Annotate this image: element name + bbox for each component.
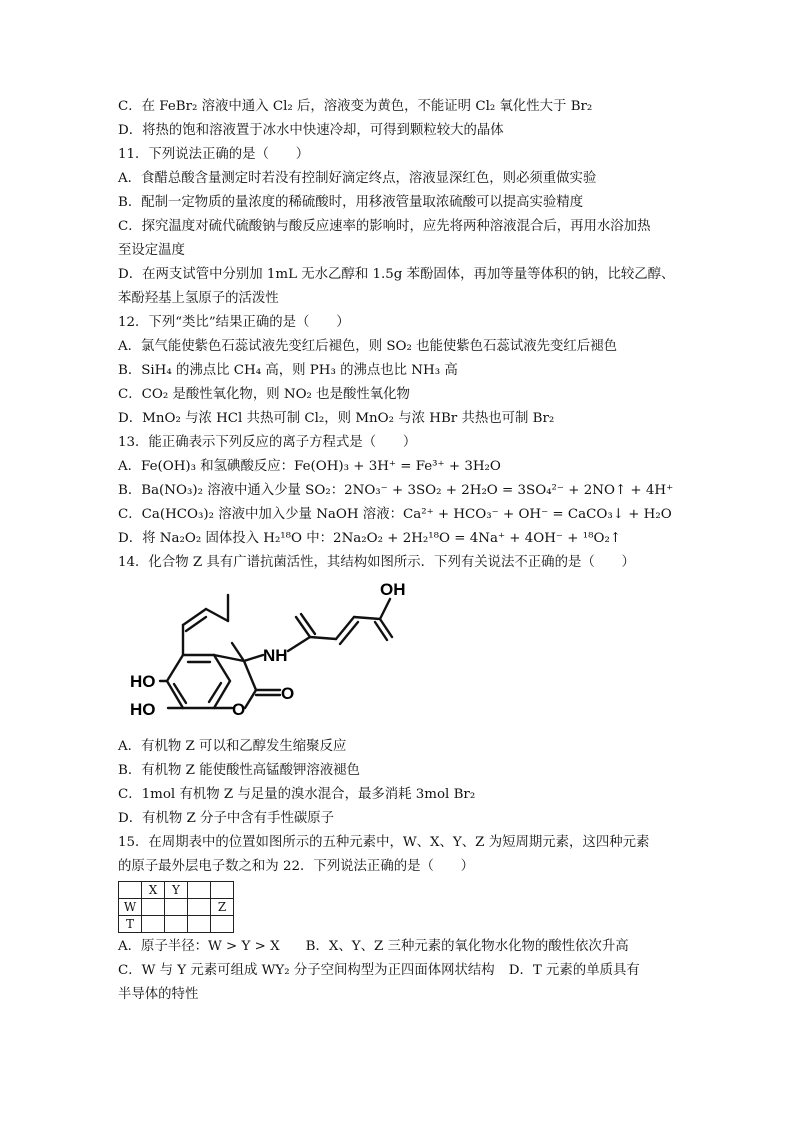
q14-option-d: D．有机物 Z 分子中含有手性碳原子 xyxy=(118,811,335,826)
q12-option-d: D．MnO₂ 与浓 HCl 共热可制 Cl₂，则 MnO₂ 与浓 HBr 共热也可制 Br₂ xyxy=(118,411,555,426)
table-cell xyxy=(165,916,188,933)
q12-option-c: C．CO₂ 是酸性氧化物，则 NO₂ 也是酸性氧化物 xyxy=(118,387,410,402)
q15-option-b: B．X、Y、Z 三种元素的氧化物水化物的酸性依次升高 xyxy=(305,939,629,954)
q13-option-a: A．Fe(OH)₃ 和氢碘酸反应：Fe(OH)₃ + 3H⁺ = Fe³⁺ + 3H₂O xyxy=(118,459,501,474)
q15-options-ab xyxy=(118,935,688,959)
carbonyl-o-label: O xyxy=(281,684,295,703)
ring-o-bond xyxy=(245,690,256,708)
table-cell xyxy=(142,899,165,916)
q10-option-d: D．将热的饱和溶液置于冰水中快速冷却，可得到颗粒较大的晶体 xyxy=(118,123,504,138)
q15-options-cd xyxy=(118,959,688,983)
table-cell: W xyxy=(119,899,142,916)
q12-option-b: B．SiH₄ 的沸点比 CH₄ 高，则 PH₃ 的沸点也比 NH₃ 高 xyxy=(118,363,458,378)
acid-oh-bond xyxy=(380,599,390,619)
q12-stem: 12．下列“类比”结果正确的是（ ） xyxy=(118,315,350,330)
q12-option-a: A．氯气能使紫色石蕊试液先变红后褪色，则 SO₂ 也能使紫色石蕊试液先变红后褪色 xyxy=(118,339,617,354)
cn-bond xyxy=(244,655,263,661)
nh-label: NH xyxy=(263,646,288,665)
q11-option-d-cont: 苯酚羟基上氢原子的活泼性 xyxy=(118,291,279,306)
acid-oh-label: OH xyxy=(380,580,406,599)
q15-option-a: A．原子半径：W > Y > X xyxy=(118,939,280,954)
q15-stem-cont: 的原子最外层电子数之和为 22．下列说法正确的是（ ） xyxy=(118,859,475,874)
q11-stem: 11．下列说法正确的是（ ） xyxy=(118,147,310,162)
table-row xyxy=(119,899,234,916)
q15-option-d: D．T 元素的单质具有 xyxy=(508,963,640,978)
q13-option-c: C．Ca(HCO₃)₂ 溶液中加入少量 NaOH 溶液：Ca²⁺ + HCO₃⁻ + OH⁻ = CaCO₃↓ + H₂O xyxy=(118,507,672,522)
q11-option-c-cont: 至设定温度 xyxy=(118,243,185,258)
amide-carbonyl xyxy=(301,614,315,634)
q15-option-d-cont: 半导体的特性 xyxy=(118,987,199,1002)
table-cell xyxy=(211,916,234,933)
q14-option-a: A．有机物 Z 可以和乙醇发生缩聚反应 xyxy=(118,739,347,754)
table-cell xyxy=(119,882,142,899)
table-cell: Z xyxy=(211,899,234,916)
q15-option-c: C．W 与 Y 元素可组成 WY₂ 分子空间构型为正四面体网状结构 xyxy=(118,963,495,978)
table-cell xyxy=(142,916,165,933)
c2-bond xyxy=(244,661,256,690)
table-cell xyxy=(188,916,211,933)
q14-option-c: C．1mol 有机物 Z 与足量的溴水混合，最多消耗 3mol Br₂ xyxy=(118,787,476,802)
q11-option-a: A．食醋总酸含量测定时若没有控制好滴定终点，溶液显深红色，则必须重做实验 xyxy=(118,171,597,186)
table-cell: T xyxy=(119,916,142,933)
ring-o-label: O xyxy=(232,700,246,719)
propenyl-bond xyxy=(183,609,206,625)
table-row xyxy=(119,916,234,933)
q13-stem: 13．能正确表示下列反应的离子方程式是（ ） xyxy=(118,435,417,450)
structure-drawing xyxy=(128,577,458,735)
q11-option-d: D．在两支试管中分别加 1mL 无水乙醇和 1.5g 苯酚固体，再加等量等体积的钠，比较乙醇、 xyxy=(118,267,675,282)
table-cell xyxy=(188,899,211,916)
q15-stem: 15．在周期表中的位置如图所示的五种元素中，W、X、Y、Z 为短周期元素，这四种元素 xyxy=(118,835,650,850)
table-cell xyxy=(165,899,188,916)
table-cell xyxy=(188,882,211,899)
table-cell: X xyxy=(142,882,165,899)
exam-page xyxy=(118,95,688,1007)
table-cell xyxy=(211,882,234,899)
q10-option-c: C．在 FeBr₂ 溶液中通入 Cl₂ 后，溶液变为黄色，不能证明 Cl₂ 氧化性大于 Br₂ xyxy=(118,99,593,114)
periodic-table-fragment xyxy=(118,881,234,933)
ho-label-2: HO xyxy=(130,700,156,719)
alkene-bond xyxy=(336,617,354,639)
alkene-bond xyxy=(310,637,336,639)
q14-stem: 14．化合物 Z 具有广谱抗菌活性，其结构如图所示．下列有关说法不正确的是（ ） xyxy=(118,555,635,570)
table-cell: Y xyxy=(165,882,188,899)
amide-carbonyl xyxy=(296,617,310,637)
propenyl-bond xyxy=(206,609,228,621)
table-row xyxy=(119,882,234,899)
alkene-double xyxy=(340,622,358,644)
propenyl-double xyxy=(186,617,206,631)
acid-bond xyxy=(354,617,380,619)
q13-option-b: B．Ba(NO₃)₂ 溶液中通入少量 SO₂：2NO₃⁻ + 3SO₂ + 2H₂O = 3SO₄²⁻ + 2NO↑ + 4H⁺ xyxy=(118,483,674,498)
q14-option-b: B．有机物 Z 能使酸性高锰酸钾溶液褪色 xyxy=(118,763,360,778)
q11-option-c: C．探究温度对硫代硫酸钠与酸反应速率的影响时，应先将两种溶液混合后，再用水浴加热 xyxy=(118,219,651,234)
q13-option-d: D．将 Na₂O₂ 固体投入 H₂¹⁸O 中：2Na₂O₂ + 2H₂¹⁸O = 4Na⁺ + 4OH⁻ + ¹⁸O₂↑ xyxy=(118,531,622,546)
ho-label-1: HO xyxy=(130,672,156,691)
nh-co-bond xyxy=(288,637,310,651)
q11-option-b: B．配制一定物质的量浓度的稀硫酸时，用移液管量取浓硫酸可以提高实验精度 xyxy=(118,195,584,210)
compound-z-structure xyxy=(128,577,458,735)
